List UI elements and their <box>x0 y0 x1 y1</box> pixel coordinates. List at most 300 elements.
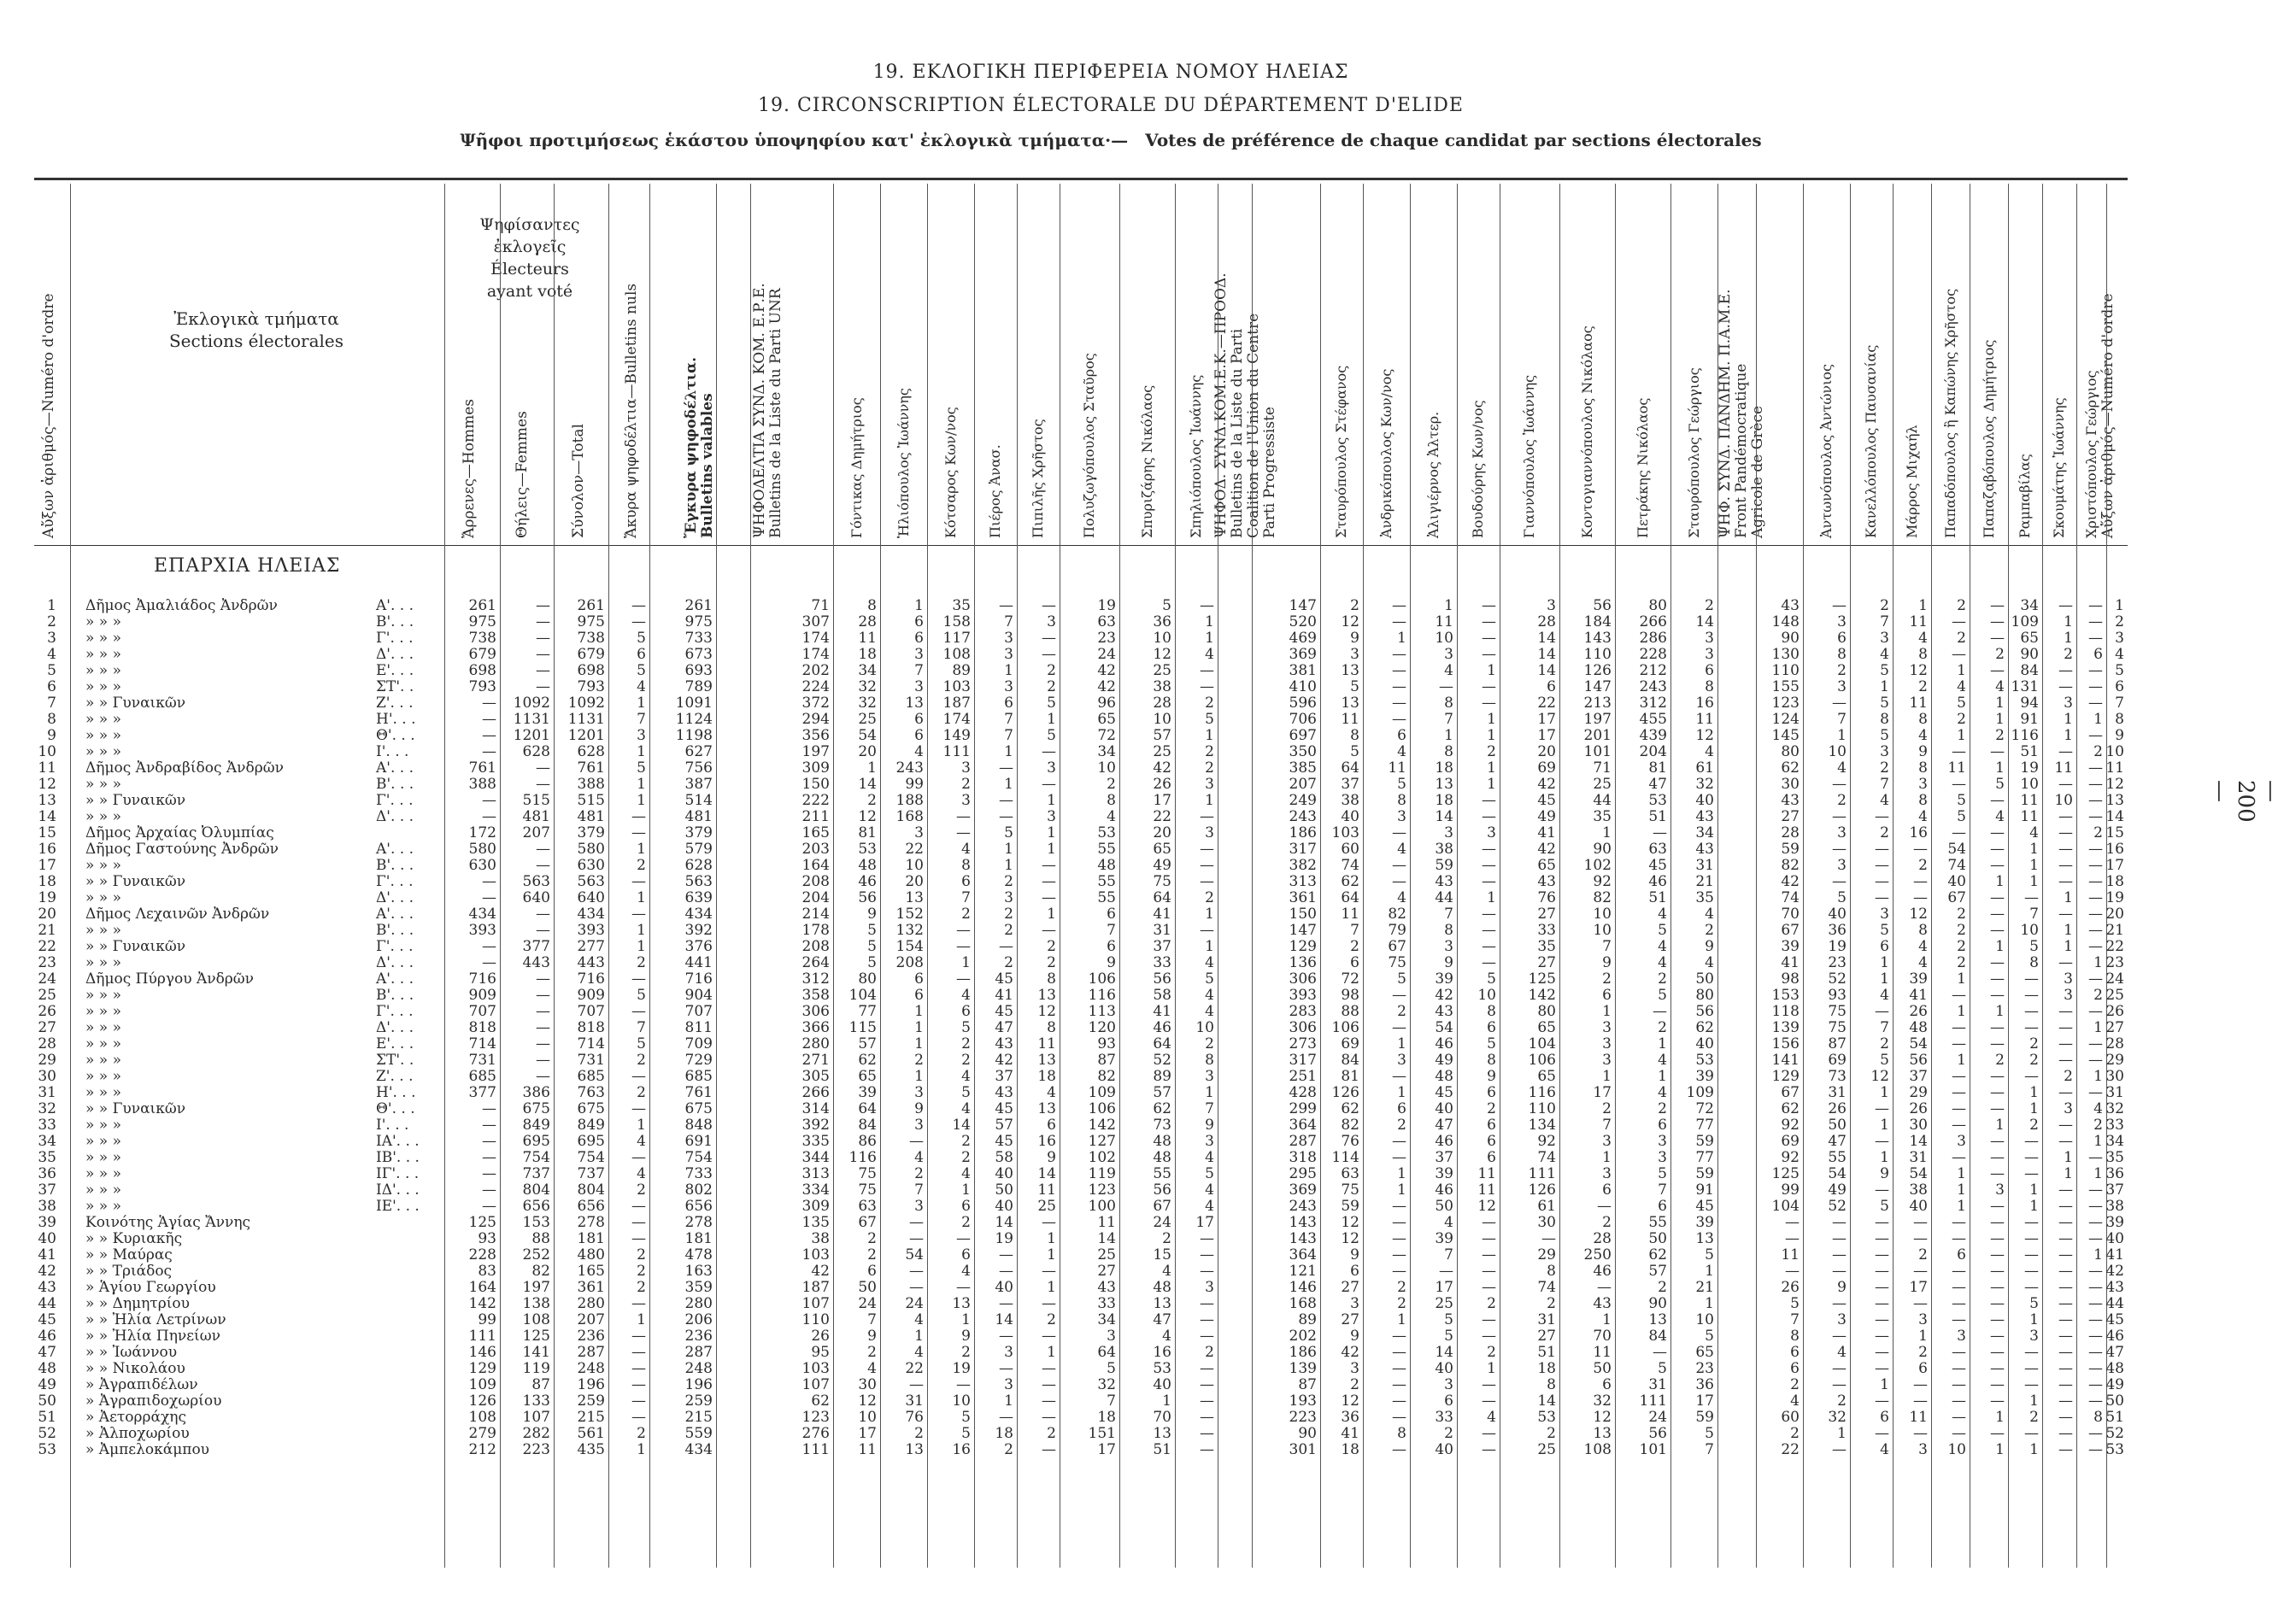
cell-value: 11 <box>2054 759 2073 777</box>
cell-value: 2 <box>1957 906 1966 923</box>
cell-value: 1 <box>637 922 646 939</box>
section-label: ΣΤ'. . <box>376 1052 414 1069</box>
cell-value: 2 <box>2029 1035 2039 1052</box>
cell-value: 3 <box>2064 695 2073 712</box>
cell-value: — <box>1875 1360 1889 1377</box>
cell-value: 20 <box>1153 824 1171 841</box>
cell-value: 675 <box>577 1100 605 1117</box>
cell-value: 2 <box>1487 1295 1496 1312</box>
cell-value: 53 <box>1097 824 1116 841</box>
cell-value: 17 <box>1195 1214 1214 1231</box>
cell-value: 656 <box>522 1198 550 1215</box>
cell-value: 6 <box>2115 678 2124 695</box>
cell-value: 146 <box>468 1344 496 1361</box>
cell-value: 2 <box>1004 922 1013 939</box>
cell-value: 87 <box>1828 1035 1847 1052</box>
cell-value: — <box>1482 630 1496 647</box>
cell-value: — <box>999 1263 1013 1280</box>
ek-candidate-header: Βουδούρης Κων/νος <box>1470 400 1486 538</box>
cell-value: — <box>1913 841 1928 858</box>
cell-value: — <box>482 889 496 906</box>
cell-value: 45 <box>1537 792 1556 809</box>
cell-value: 3 <box>1837 857 1847 874</box>
cell-value: 13 <box>905 695 924 712</box>
cell-value: 7 <box>1880 1019 1889 1036</box>
cell-value: 164 <box>801 857 830 874</box>
cell-value: 13 <box>1695 1230 1714 1247</box>
cell-value: 3 <box>1880 630 1889 647</box>
cell-value: — <box>1482 1263 1496 1280</box>
cell-value: 82 <box>1781 857 1800 874</box>
cell-value: 849 <box>522 1117 550 1134</box>
cell-value: 90 <box>2020 646 2039 663</box>
cell-value: 1 <box>2029 1100 2039 1117</box>
cell-value: — <box>2088 695 2103 712</box>
cell-value: — <box>1042 776 1056 793</box>
cell-value: 1 <box>2064 938 2073 955</box>
cell-value: 27 <box>1537 1328 1556 1345</box>
cell-value: 89 <box>1298 1311 1317 1328</box>
cell-value: 49 <box>1828 1181 1847 1199</box>
cell-value: 42 <box>2105 1263 2124 1280</box>
cell-value: 1201 <box>513 727 550 744</box>
cell-value: 107 <box>801 1295 830 1312</box>
cell-value: 28 <box>1537 613 1556 630</box>
ek-candidate-header: Πετράκης Νικόλαος <box>1634 397 1651 538</box>
header-total: Σύνολον—Total <box>570 424 587 538</box>
cell-value: 388 <box>577 776 605 793</box>
cell-value: 13 <box>1593 1425 1612 1442</box>
cell-value: 28 <box>858 613 877 630</box>
cell-value: 2 <box>1444 1425 1453 1442</box>
cell-value: 4 <box>1397 743 1406 760</box>
cell-value: 6 <box>1397 1100 1406 1117</box>
cell-value: 7 <box>1444 711 1453 728</box>
row-number: 49 <box>38 1376 56 1393</box>
table-row <box>34 1150 2128 1166</box>
cell-value: 3 <box>1047 759 1056 777</box>
cell-value: 4 <box>1880 1441 1889 1458</box>
cell-value: 93 <box>1097 1035 1116 1052</box>
row-number: 22 <box>38 938 56 955</box>
cell-value: 45 <box>995 970 1013 988</box>
cell-value: 2 <box>1047 954 1056 971</box>
cell-value: — <box>2058 1409 2073 1426</box>
cell-value: 30 <box>1781 776 1800 793</box>
cell-value: 8 <box>1444 695 1453 712</box>
cell-value: — <box>1042 873 1056 890</box>
cell-value: — <box>2024 1214 2039 1231</box>
cell-value: 2 <box>867 1230 877 1247</box>
cell-value: 40 <box>1341 808 1359 825</box>
cell-value: 116 <box>848 1149 877 1166</box>
cell-value: 350 <box>1289 743 1317 760</box>
cell-value: 109 <box>1088 1084 1116 1101</box>
row-number: 33 <box>38 1117 56 1134</box>
cell-value: — <box>1952 1295 1966 1312</box>
table-row <box>34 1377 2128 1393</box>
cell-value: — <box>1392 597 1406 614</box>
cell-value: 34 <box>1097 1311 1116 1328</box>
cell-value: 628 <box>684 857 713 874</box>
section-name: » » » <box>85 954 122 971</box>
cell-value: 92 <box>1537 1133 1556 1150</box>
cell-value: 141 <box>522 1344 550 1361</box>
subtitle-greek: Ψῆφοι προτιμήσεως ἑκάστου ὑποψηφίου κατ' ἐκλογικὰ τμήματα·— <box>460 130 1129 150</box>
cell-value: 49 <box>1537 808 1556 825</box>
cell-value: 54 <box>905 1246 924 1263</box>
cell-value: — <box>956 970 971 988</box>
cell-value: 1 <box>1995 873 2005 890</box>
cell-value: 5 <box>1205 1165 1214 1182</box>
cell-value: — <box>1832 841 1847 858</box>
row-number: 23 <box>38 954 56 971</box>
cell-value: 5 <box>961 1409 971 1426</box>
cell-value: 3 <box>1837 613 1847 630</box>
cell-value: 7 <box>1350 922 1359 939</box>
table-row <box>34 1328 2128 1345</box>
row-number: 15 <box>38 824 56 841</box>
cell-value: 818 <box>577 1019 605 1036</box>
cell-value: 56 <box>1695 1003 1714 1020</box>
table-row <box>34 1199 2128 1215</box>
cell-value: 27 <box>1781 808 1800 825</box>
cell-value: 27 <box>1341 1279 1359 1296</box>
cell-value: 37 <box>1435 1149 1453 1166</box>
cell-value: 975 <box>468 613 496 630</box>
cell-value: 14 <box>1435 1344 1453 1361</box>
cell-value: 8 <box>2093 1409 2103 1426</box>
cell-value: — <box>1990 1311 2005 1328</box>
section-label: ΣΤ'. . <box>376 678 414 695</box>
section-label: Η'. . . <box>376 711 416 728</box>
cell-value: 34 <box>858 662 877 679</box>
cell-value: 17 <box>1097 1441 1116 1458</box>
cell-value: 248 <box>577 1360 605 1377</box>
cell-value: 14 <box>1909 1133 1928 1150</box>
cell-value: 709 <box>684 1035 713 1052</box>
section-label: Δ'. . . <box>376 1019 414 1036</box>
cell-value: — <box>2058 1263 2073 1280</box>
cell-value: 47 <box>995 1019 1013 1036</box>
cell-value: 212 <box>1639 662 1667 679</box>
cell-value: 3 <box>2064 970 2073 988</box>
ek-candidate-header: Σταυρόπουλος Γεώργιος <box>1685 367 1702 538</box>
ek-candidate-header: Σταυρόπουλος Στέφανος <box>1333 365 1349 538</box>
cell-value: 3 <box>1444 824 1453 841</box>
cell-value: 376 <box>684 938 713 955</box>
cell-value: 63 <box>1097 613 1116 630</box>
cell-value: 208 <box>895 954 924 971</box>
cell-value: 201 <box>1583 727 1612 744</box>
cell-value: — <box>2058 1246 2073 1263</box>
cell-value: 1 <box>2029 1392 2039 1410</box>
cell-value: 109 <box>1686 1084 1714 1101</box>
section-name: » » » <box>85 1198 122 1215</box>
cell-value: — <box>1482 1311 1496 1328</box>
cell-value: 42 <box>1341 1344 1359 1361</box>
cell-value: 62 <box>1341 873 1359 890</box>
cell-value: 5 <box>1350 678 1359 695</box>
cell-value: 8 <box>1790 1328 1800 1345</box>
cell-value: 76 <box>905 1409 924 1426</box>
cell-value: — <box>1875 1003 1889 1020</box>
cell-value: 1 <box>1047 1246 1056 1263</box>
cell-value: 11 <box>1341 711 1359 728</box>
cell-value: 41 <box>1153 1003 1171 1020</box>
cell-value: 64 <box>1153 1035 1171 1052</box>
cell-value: — <box>631 1198 646 1215</box>
cell-value: 273 <box>1289 1035 1317 1052</box>
cell-value: 56 <box>1593 597 1612 614</box>
cell-value: 5 <box>1004 824 1013 841</box>
cell-value: 4 <box>1880 792 1889 809</box>
cell-value: 3 <box>1880 743 1889 760</box>
cell-value: 679 <box>468 646 496 663</box>
cell-value: 7 <box>867 1311 877 1328</box>
cell-value: — <box>2088 1392 2103 1410</box>
cell-value: 139 <box>1771 1019 1800 1036</box>
cell-value: 7 <box>637 711 646 728</box>
cell-value: 3 <box>1350 1295 1359 1312</box>
ek-candidate-header: Ἀνδρικόπουλος Κων/νος <box>1377 368 1394 538</box>
cell-value: 754 <box>684 1149 713 1166</box>
cell-value: 283 <box>1289 1003 1317 1020</box>
section-label: Δ'. . . <box>376 646 414 663</box>
cell-value: 116 <box>1528 1084 1556 1101</box>
cell-value: 5 <box>1487 970 1496 988</box>
cell-value: — <box>1200 1360 1214 1377</box>
table-row <box>34 1410 2128 1426</box>
cell-value: 3 <box>1658 1133 1667 1150</box>
cell-value: 729 <box>684 1052 713 1069</box>
cell-value: 42 <box>1537 776 1556 793</box>
row-number: 4 <box>47 646 56 663</box>
cell-value: 41 <box>1341 1425 1359 1442</box>
cell-value: — <box>631 1295 646 1312</box>
cell-value: 5 <box>1397 776 1406 793</box>
section-name: » » » <box>85 711 122 728</box>
pame-candidate-header: Ραμπαβίλας <box>2017 454 2033 538</box>
cell-value: — <box>1482 808 1496 825</box>
cell-value: 48 <box>858 857 877 874</box>
cell-value: 19 <box>1828 938 1847 955</box>
cell-value: 4 <box>1658 1052 1667 1069</box>
section-name: » » » <box>85 743 122 760</box>
cell-value: 344 <box>801 1149 830 1166</box>
cell-value: 1 <box>1047 841 1056 858</box>
cell-value: 2 <box>1602 1214 1612 1231</box>
cell-value: 3 <box>2064 987 2073 1004</box>
cell-value: — <box>2058 1441 2073 1458</box>
cell-value: — <box>1392 1230 1406 1247</box>
cell-value: 29 <box>2105 1052 2124 1069</box>
cell-value: 14 <box>995 1214 1013 1231</box>
cell-value: 793 <box>468 678 496 695</box>
cell-value: 45 <box>1695 1198 1714 1215</box>
cell-value: — <box>1392 613 1406 630</box>
cell-value: 2 <box>1995 727 2005 744</box>
cell-value: — <box>2024 970 2039 988</box>
cell-value: 6 <box>1397 727 1406 744</box>
table-row <box>34 841 2128 858</box>
cell-value: 20 <box>905 873 924 890</box>
cell-value: — <box>1875 1328 1889 1345</box>
cell-value: 1 <box>1658 1035 1667 1052</box>
cell-value: 2 <box>914 1425 924 1442</box>
section-name: » » Ἠλία Πηνείων <box>85 1328 220 1345</box>
cell-value: 11 <box>1593 1344 1612 1361</box>
cell-value: 904 <box>684 987 713 1004</box>
cell-value: — <box>1990 1100 2005 1117</box>
cell-value: — <box>482 1198 496 1215</box>
cell-value: 514 <box>684 792 713 809</box>
cell-value: — <box>956 938 971 955</box>
cell-value: 5 <box>1995 776 2005 793</box>
row-number: 50 <box>38 1392 56 1410</box>
row-number: 8 <box>47 711 56 728</box>
cell-value: 41 <box>1153 906 1171 923</box>
cell-value: 24 <box>1097 646 1116 663</box>
cell-value: 14 <box>1435 808 1453 825</box>
cell-value: 50 <box>2105 1392 2124 1410</box>
cell-value: 48 <box>1909 1019 1928 1036</box>
cell-value: — <box>1913 873 1928 890</box>
cell-value: 9 <box>1705 938 1714 955</box>
cell-value: — <box>482 873 496 890</box>
cell-value: 2 <box>961 1052 971 1069</box>
cell-value: 789 <box>684 678 713 695</box>
cell-value: — <box>482 954 496 971</box>
cell-value: 596 <box>1289 695 1317 712</box>
cell-value: 8 <box>1918 646 1928 663</box>
table-row <box>34 988 2128 1004</box>
cell-value: 32 <box>1593 1392 1612 1410</box>
cell-value: 12 <box>1037 1003 1056 1020</box>
cell-value: — <box>2058 1328 2073 1345</box>
cell-value: 441 <box>684 954 713 971</box>
cell-value: 685 <box>684 1068 713 1085</box>
row-number: 51 <box>38 1409 56 1426</box>
cell-value: — <box>1482 906 1496 923</box>
cell-value: 2 <box>1880 597 1889 614</box>
cell-value: 4 <box>1918 727 1928 744</box>
cell-value: 392 <box>801 1117 830 1134</box>
cell-value: 756 <box>684 759 713 777</box>
cell-value: 4 <box>914 1149 924 1166</box>
cell-value: 1 <box>961 954 971 971</box>
cell-value: — <box>2058 1344 2073 1361</box>
cell-value: 55 <box>1097 873 1116 890</box>
cell-value: 59 <box>1695 1133 1714 1150</box>
table-row <box>34 858 2128 874</box>
cell-value: 11 <box>1037 1181 1056 1199</box>
section-name: » » Γυναικῶν <box>85 695 186 712</box>
cell-value: 369 <box>1289 1181 1317 1199</box>
cell-value: 39 <box>1781 938 1800 955</box>
cell-value: 26 <box>1153 776 1171 793</box>
cell-value: 46 <box>1435 1133 1453 1150</box>
cell-value: 118 <box>1771 1003 1800 1020</box>
cell-value: 675 <box>684 1100 713 1117</box>
cell-value: 266 <box>801 1084 830 1101</box>
cell-value: 40 <box>1435 1360 1453 1377</box>
cell-value: — <box>1990 1328 2005 1345</box>
section-name: » » » <box>85 1181 122 1199</box>
section-label: Β'. . . <box>376 922 414 939</box>
cell-value: — <box>1200 678 1214 695</box>
cell-value: — <box>1952 1100 1966 1117</box>
cell-value: 434 <box>684 1441 713 1458</box>
cell-value: 92 <box>1593 873 1612 890</box>
cell-value: 55 <box>1828 1149 1847 1166</box>
cell-value: 27 <box>1097 1263 1116 1280</box>
cell-value: 1 <box>1397 1311 1406 1328</box>
cell-value: 236 <box>684 1328 713 1345</box>
cell-value: — <box>1392 1376 1406 1393</box>
cell-value: 119 <box>1088 1165 1116 1182</box>
table-row <box>34 614 2128 630</box>
cell-value: 11 <box>1477 1165 1496 1182</box>
cell-value: — <box>1392 1019 1406 1036</box>
cell-value: 1 <box>1205 727 1214 744</box>
cell-value: — <box>482 1133 496 1150</box>
cell-value: 52 <box>1828 1198 1847 1215</box>
cell-value: 305 <box>801 1068 830 1085</box>
cell-value: 18 <box>858 646 877 663</box>
cell-value: 6 <box>1487 1084 1496 1101</box>
cell-value: 84 <box>1341 1052 1359 1069</box>
cell-value: 75 <box>1153 873 1171 890</box>
cell-value: — <box>1990 1214 2005 1231</box>
cell-value: — <box>2088 776 2103 793</box>
cell-value: — <box>1990 743 2005 760</box>
cell-value: 80 <box>1695 987 1714 1004</box>
header-valables: Ἔγκυρα ψηφοδέλτια. Bulletins valables <box>683 357 716 538</box>
cell-value: — <box>1482 1279 1496 1296</box>
cell-value: 44 <box>2105 1295 2124 1312</box>
cell-value: — <box>536 1003 550 1020</box>
cell-value: — <box>1392 1263 1406 1280</box>
cell-value: — <box>631 597 646 614</box>
cell-value: 5 <box>1487 1035 1496 1052</box>
cell-value: 224 <box>801 678 830 695</box>
cell-value: 56 <box>1648 1425 1667 1442</box>
cell-value: 2 <box>1658 1019 1667 1036</box>
header-ordre-right: Αὔξων ἀριθμός—Numéro d'ordre <box>2099 293 2117 538</box>
cell-value: 706 <box>1289 711 1317 728</box>
cell-value: 17 <box>858 1425 877 1442</box>
cell-value: 5 <box>961 1425 971 1442</box>
cell-value: 6 <box>1837 630 1847 647</box>
cell-value: 1 <box>1880 1084 1889 1101</box>
row-number: 1 <box>47 597 56 614</box>
cell-value: 3 <box>1918 1311 1928 1328</box>
cell-value: 295 <box>1289 1165 1317 1182</box>
unr-candidate-header: Σπηλιόπουλος Ἰωάννης <box>1188 374 1204 538</box>
cell-value: 679 <box>577 646 605 663</box>
cell-value: 14 <box>2105 808 2124 825</box>
cell-value: — <box>1990 1035 2005 1052</box>
cell-value: 95 <box>811 1344 830 1361</box>
cell-value: 39 <box>1695 1068 1714 1085</box>
cell-value: 4 <box>1658 906 1667 923</box>
cell-value: 361 <box>1289 889 1317 906</box>
table-top-rule <box>34 178 2128 180</box>
cell-value: 469 <box>1289 630 1317 647</box>
cell-value: — <box>1952 1392 1966 1410</box>
cell-value: 975 <box>577 613 605 630</box>
